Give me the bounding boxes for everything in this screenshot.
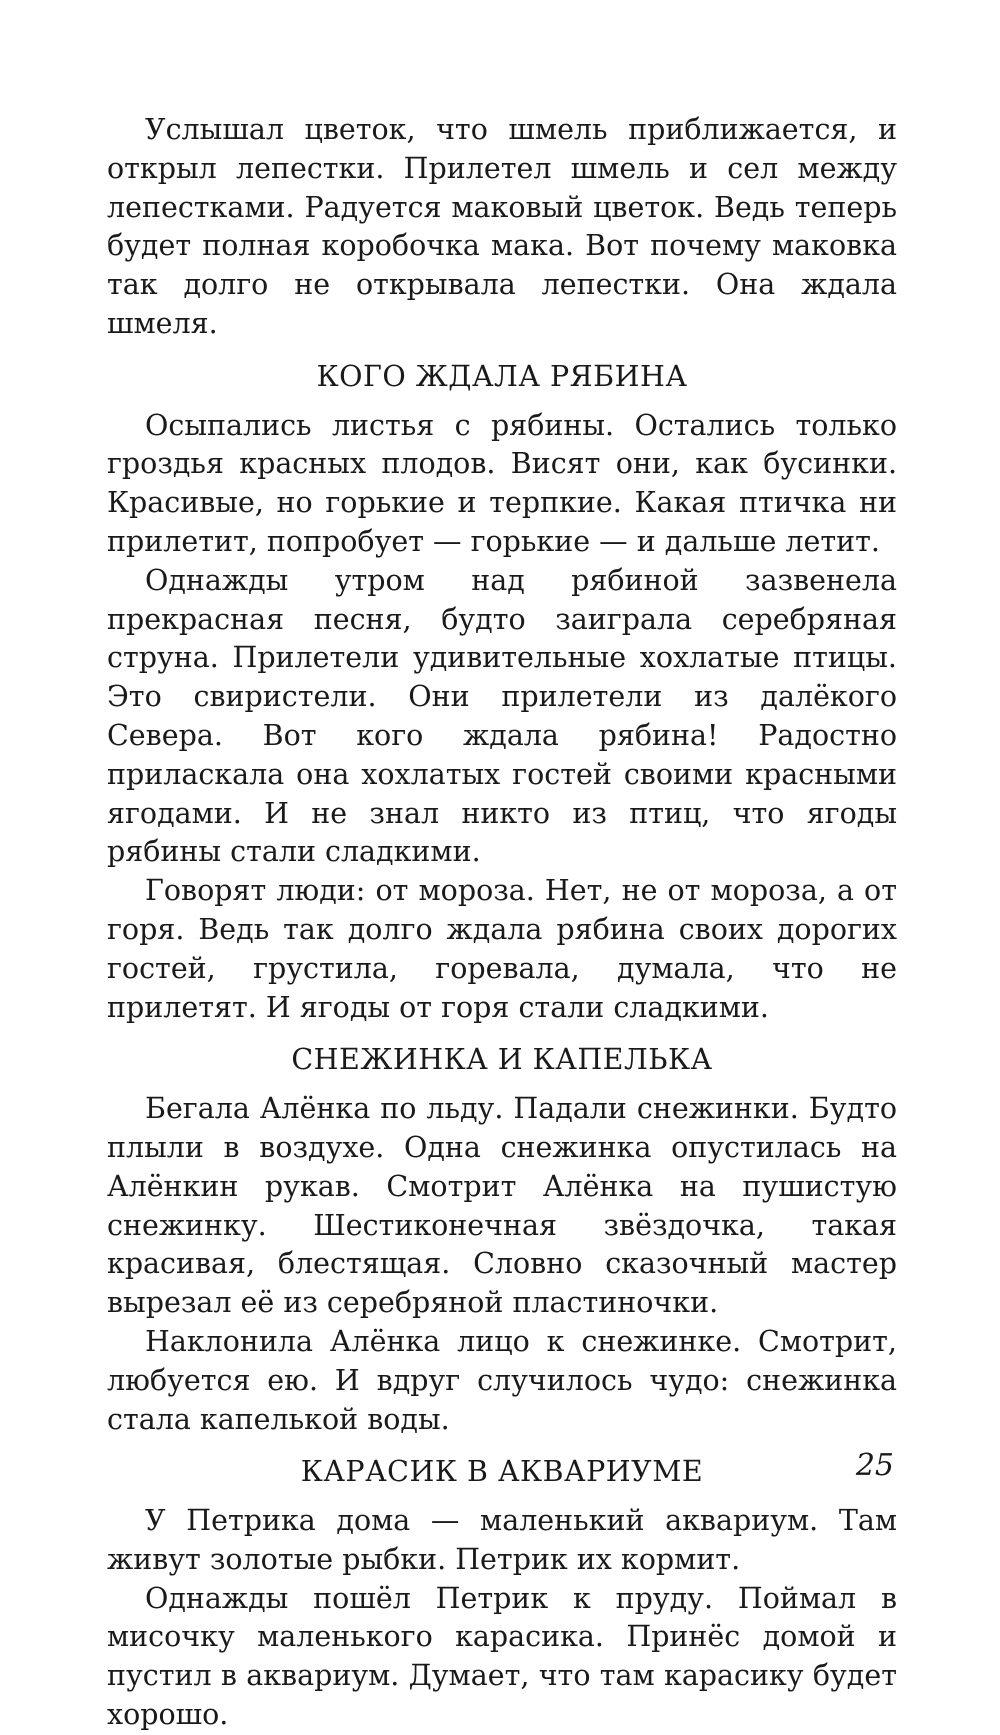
- story-title: КАРАСИК В АКВАРИУМЕ: [300, 1455, 704, 1489]
- paragraph: Однажды пошёл Петрик к пруду. Поймал в мисочку маленького карасика. Принёс домой и пустил в аквариум. Думает, что там карасику будет хорошо.: [107, 1581, 897, 1732]
- paragraph: Бегала Алёнка по льду. Падали снежинки. Будто плыли в воздухе. Одна снежинка опустилась на Алёнкин рукав. Смотрит Алёнка на пушистую снежинку. Шестиконечная звёздочка, такая красивая, блестящая. Словно сказочный мастер вырезал её из серебряной пластиночки.: [107, 1092, 897, 1320]
- story-title: КОГО ЖДАЛА РЯБИНА: [316, 359, 688, 393]
- paragraph: Осыпались листья с рябины. Остались только гроздья красных плодов. Висят они, как бусинки. Красивые, но горькие и терпкие. Какая птичка ни прилетит, попробует — горькие — и дальше летит.: [107, 408, 897, 558]
- paragraph: Говорят люди: от мороза. Нет, не от мороза, а от горя. Ведь так долго ждала рябина своих дорогих гостей, грустила, горевала, думала, что не прилетят. И ягоды от горя стали сладкими.: [107, 874, 897, 1024]
- story-title: СНЕЖИНКА И КАПЕЛЬКА: [291, 1043, 713, 1077]
- book-page: [107, 111, 897, 1735]
- paragraph: Однажды утром над рябиной зазвенела прекрасная песня, будто заиграла серебряная струна. Прилетели удивительные хохлатые птицы. Это свиристели. Они прилетели из далёкого Севера. Вот кого ждала рябина! Радостно приласкала она хохлатых гостей своими красными ягодами. И не знал никто из птиц, что ягоды рябины стали сладкими.: [107, 563, 897, 869]
- paragraph: Наклонила Алёнка лицо к снежинке. Смотрит, любуется ею. И вдруг случилось чудо: снежинка стала капелькой воды.: [107, 1324, 897, 1436]
- page-number: 25: [855, 1448, 894, 1483]
- paragraph: Услышал цветок, что шмель приближается, и открыл лепестки. Прилетел шмель и сел между лепестками. Радуется маковый цветок. Ведь теперь будет полная коробочка мака. Вот почему маковка так долго не открывала лепестки. Она ждала шмеля.: [107, 113, 897, 340]
- paragraph: У Петрика дома — маленький аквариум. Там живут золотые рыбки. Петрик их кормит.: [107, 1504, 897, 1576]
